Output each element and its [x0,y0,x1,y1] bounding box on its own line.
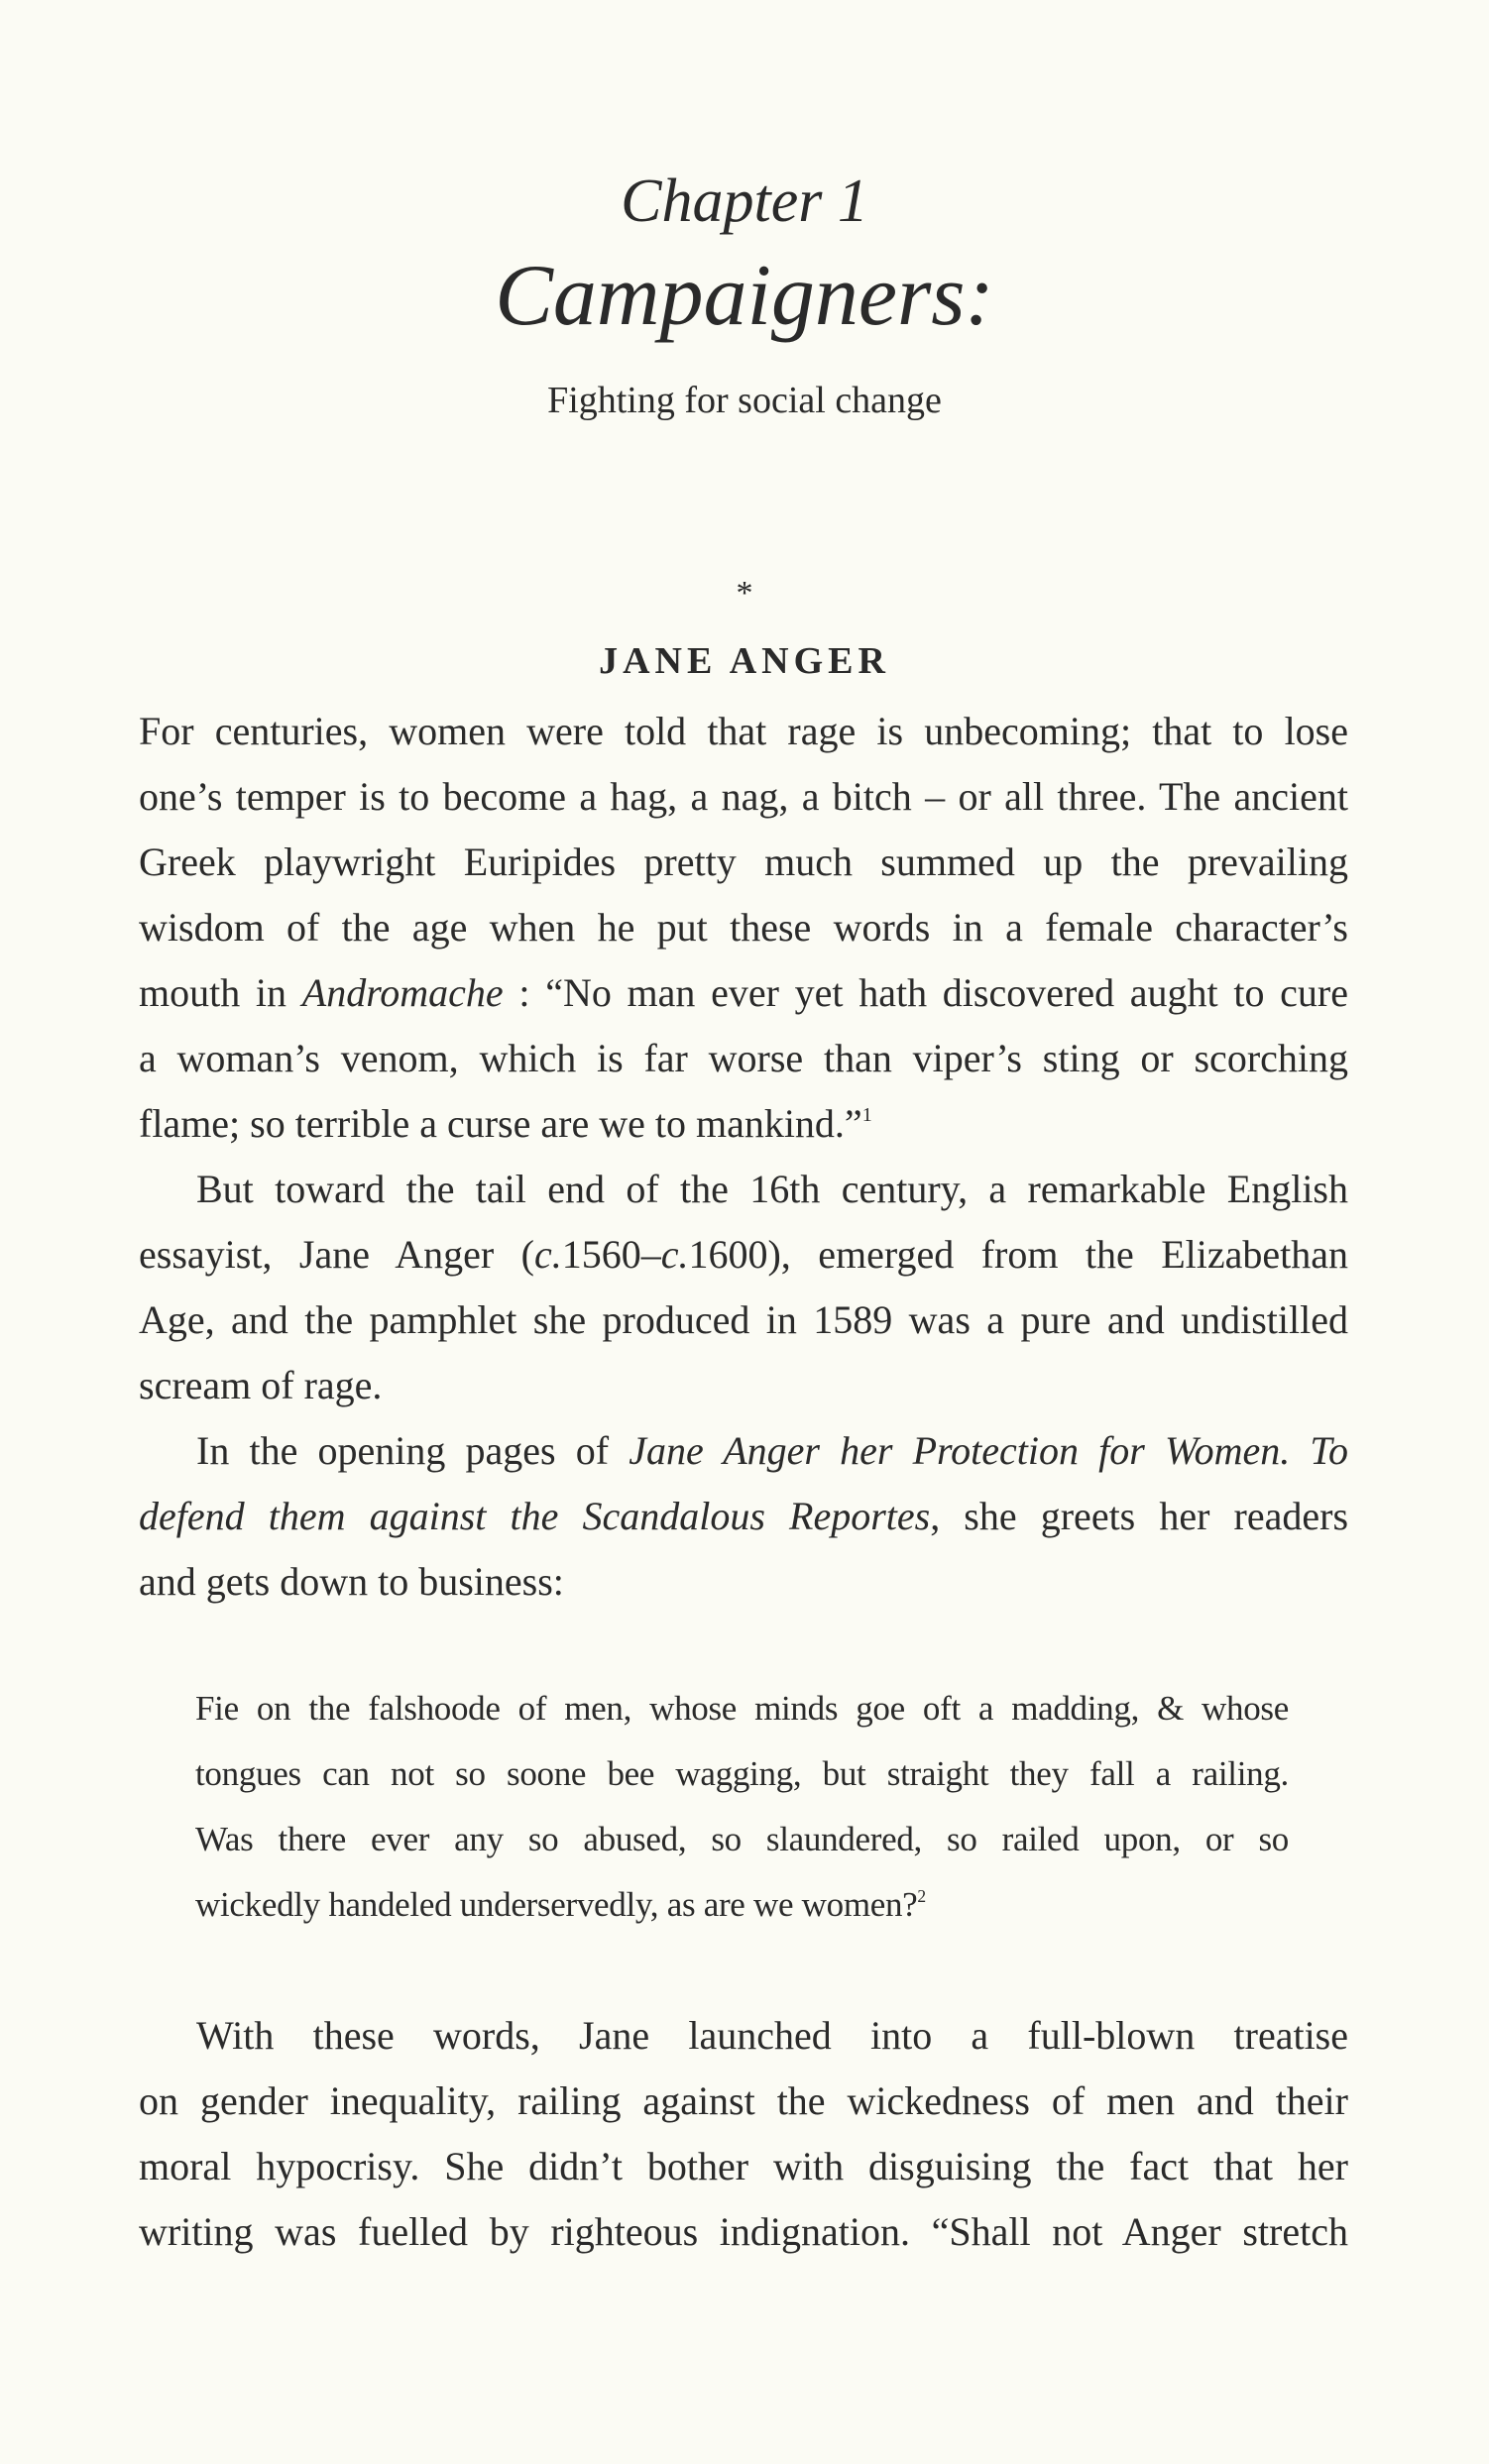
text-segment: For centuries, women were told that rage is unbecoming; that to lose [139,709,1348,753]
text-segment: , she greets her readers [930,1494,1349,1538]
text-segment: 1560– [561,1232,661,1277]
text-line [139,2069,1348,2134]
body-text-after-quote [139,2003,1348,2265]
text-line [195,1872,1289,1938]
text-line [139,2199,1348,2265]
text-segment: 1600), emerged from the Elizabethan [688,1232,1348,1277]
text-segment: With these words, Jane launched into a full-blown treatise [196,2013,1348,2058]
italic-text: c. [660,1232,689,1277]
text-line [139,1157,1348,1222]
text-line [139,1353,1348,1418]
text-line [139,1484,1348,1549]
text-line [139,764,1348,830]
text-segment: Greek playwright Euripides pretty much summed up the prevailing [139,840,1348,884]
text-segment: But toward the tail end of the 16th century, a remarkable English [196,1167,1348,1211]
text-segment: on gender inequality, railing against the wickedness of men and their [139,2078,1348,2123]
text-line [139,1026,1348,1091]
block-quote [195,1676,1289,1938]
text-segment: mouth in [139,970,302,1015]
chapter-subtitle: Fighting for social change [547,380,942,421]
text-segment: scream of rage. [139,1363,383,1407]
italic-text: Jane Anger her Protection for Women. To [629,1428,1349,1473]
text-segment: Fie on the falshoode of men, whose minds goe oft a madding, & whose [195,1689,1289,1728]
text-line [195,1741,1289,1807]
text-line [139,2003,1348,2069]
text-segment: a woman’s venom, which is far worse than viper’s sting or scorching [139,1036,1348,1080]
italic-text: Andromache [301,970,504,1015]
text-line [195,1676,1289,1741]
text-segment: wickedly handeled underservedly, as are we women? [195,1885,918,1924]
text-line [139,1222,1348,1288]
text-line [139,1418,1348,1484]
text-segment: Age, and the pamphlet she produced in 1589 was a pure and undistilled [139,1297,1348,1342]
text-line [195,1807,1289,1872]
text-line [139,830,1348,895]
text-segment: flame; so terrible a curse are we to mankind.” [139,1101,862,1146]
text-segment: essayist, Jane Anger ( [139,1232,534,1277]
chapter-label: Chapter 1 [621,168,868,235]
text-segment: In the opening pages of [196,1428,630,1473]
text-segment: writing was fuelled by righteous indignation. “Shall not Anger stretch [139,2209,1348,2254]
italic-text: c. [533,1232,562,1277]
text-segment: : “No man ever yet hath discovered aught to cure [503,970,1348,1015]
text-segment: one’s temper is to become a hag, a nag, a bitch – or all three. The ancient [139,774,1348,819]
text-line [139,2134,1348,2199]
text-segment: moral hypocrisy. She didn’t bother with disguising the fact that her [139,2144,1348,2188]
text-line [139,1288,1348,1353]
text-segment: wisdom of the age when he put these words in a female character’s [139,905,1348,950]
text-line [139,1091,1348,1157]
text-segment: Was there ever any so abused, so slaundered, so railed upon, or so [195,1820,1289,1858]
italic-text: defend them against the Scandalous Reportes [139,1494,931,1538]
text-line [139,1549,1348,1615]
text-segment: and gets down to business: [139,1559,564,1604]
chapter-title: Campaigners: [495,248,994,344]
text-line [139,895,1348,960]
text-segment: tongues can not so soone bee wagging, but straight they fall a railing. [195,1754,1289,1793]
footnote-ref: 1 [861,1104,872,1126]
footnote-ref: 2 [917,1886,926,1906]
text-line [139,699,1348,764]
section-separator: * [736,575,753,612]
body-text-before-quote [139,699,1348,1615]
text-line [139,960,1348,1026]
section-heading: JANE ANGER [599,640,890,682]
